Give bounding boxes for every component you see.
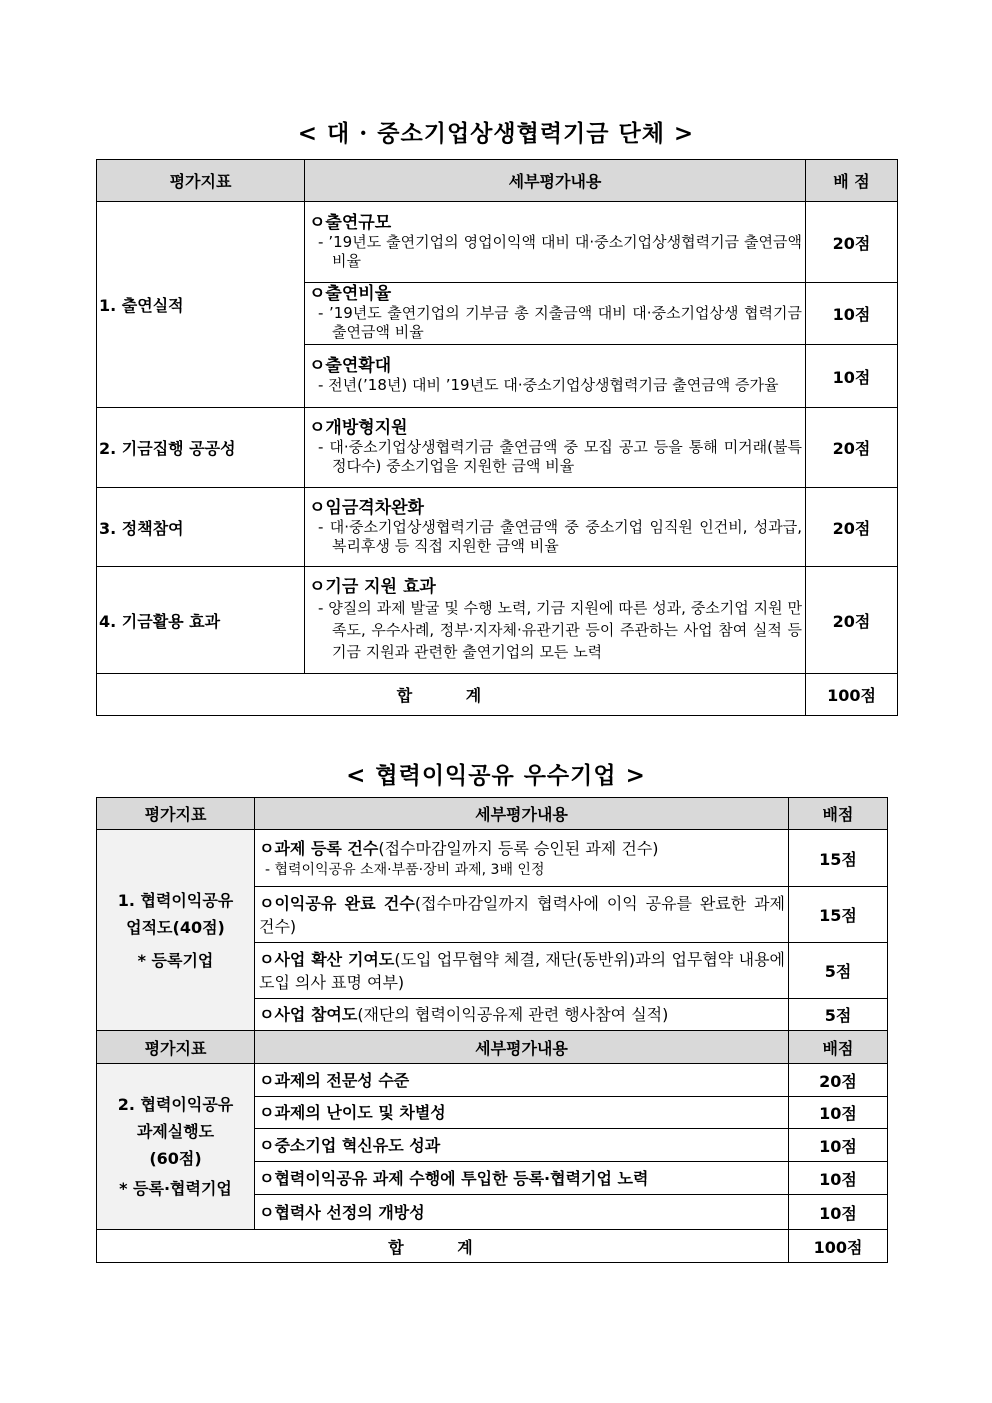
header-indicator: 평가지표 — [97, 1031, 255, 1064]
detail-cell — [305, 488, 806, 567]
indicator-line: (60점) — [149, 1149, 202, 1168]
score-cell: 10점 — [806, 345, 898, 408]
score-cell: 10점 — [806, 283, 898, 345]
detail-heading: ㅇ협력이익공유 과제 수행에 투입한 등록·협력기업 노력 — [259, 1168, 649, 1188]
score-cell: 15점 — [789, 887, 888, 943]
detail-heading: ㅇ출연확대 — [309, 356, 392, 376]
detail-heading: ㅇ기금 지원 효과 — [309, 576, 436, 597]
detail-heading: ㅇ과제의 난이도 및 차별성 — [259, 1103, 446, 1122]
detail-cell — [255, 1064, 789, 1097]
indicator-cell: 4. 기금활용 효과 — [97, 567, 305, 674]
header-score: 배 점 — [806, 160, 898, 202]
total-label: 합 계 — [97, 1230, 789, 1263]
detail-heading: ㅇ사업 확산 기여도 — [259, 949, 395, 969]
detail-cell — [305, 567, 806, 674]
detail-heading: ㅇ과제 등록 건수 — [259, 838, 379, 858]
detail-heading: ㅇ임금격차완화 — [309, 497, 424, 518]
indicator-cell: 1. 출연실적 — [97, 202, 305, 408]
score-cell: 10점 — [789, 1129, 888, 1162]
detail-heading: ㅇ개방형지원 — [309, 418, 408, 438]
indicator-cell — [97, 830, 255, 1031]
score-cell: 5점 — [789, 999, 888, 1031]
detail-cell — [305, 408, 806, 488]
indicator-cell — [97, 1064, 255, 1230]
detail-heading: ㅇ이익공유 완료 건수 — [259, 893, 415, 913]
header-detail: 세부평가내용 — [255, 1031, 789, 1064]
indicator-line: 1. 협력이익공유 — [117, 890, 234, 910]
header-indicator: 평가지표 — [97, 160, 305, 202]
detail-description: (접수마감일까지 협력사에 이익 공유를 완료한 과제 건수) — [259, 893, 786, 936]
score-cell: 20점 — [806, 567, 898, 674]
detail-heading: ㅇ사업 참여도 — [259, 1005, 358, 1024]
total-label: 합 계 — [97, 674, 806, 716]
detail-cell — [305, 202, 806, 283]
score-cell: 20점 — [806, 202, 898, 283]
indicator-line: 과제실행도 — [136, 1122, 215, 1141]
header-score: 배점 — [789, 1031, 888, 1064]
indicator-line: * 등록·협력기업 — [119, 1179, 232, 1198]
detail-description: (재단의 협력이익공유제 관련 행사참여 실적) — [357, 1005, 669, 1024]
header-score: 배점 — [789, 798, 888, 830]
score-cell: 10점 — [789, 1162, 888, 1195]
detail-cell — [255, 943, 789, 999]
detail-cell — [255, 1195, 789, 1230]
header-indicator: 평가지표 — [97, 798, 255, 830]
detail-heading: ㅇ출연규모 — [309, 212, 392, 233]
detail-description: - ’19년도 출연기업의 영업이익액 대비 대·중소기업상생협력기금 출연금액 비율 — [318, 232, 802, 270]
detail-description: - 대·중소기업상생협력기금 출연금액 중 모집 공고 등을 통해 미거래(불특정다수) 중소기업을 지원한 금액 비율 — [318, 438, 802, 475]
detail-cell — [305, 345, 806, 408]
detail-cell — [255, 830, 789, 887]
detail-cell — [255, 1097, 789, 1129]
header-detail: 세부평가내용 — [305, 160, 806, 202]
score-cell: 10점 — [789, 1097, 888, 1129]
indicator-line: * 등록기업 — [137, 950, 214, 970]
indicator-line: 2. 협력이익공유 — [117, 1095, 234, 1114]
detail-heading: ㅇ중소기업 혁신유도 성과 — [259, 1135, 441, 1155]
detail-description: - 전년(’18년) 대비 ’19년도 대·중소기업상생협력기금 출연금액 증가율 — [318, 376, 779, 394]
evaluation-table-profit-sharing — [96, 797, 888, 1263]
detail-description: - 양질의 과제 발굴 및 수행 노력, 기금 지원에 따른 성과, 중소기업 지원 만족도, 우수사례, 정부·지자체·유관기관 등이 주관하는 사업 참여 실적 등 기금 지원과 관련한 출연기업의 모든 노력 — [318, 598, 802, 661]
header-detail: 세부평가내용 — [255, 798, 789, 830]
detail-sub: - 협력이익공유 소재·부품·장비 과제, 3배 인정 — [265, 861, 545, 878]
indicator-cell: 3. 정책참여 — [97, 488, 305, 567]
evaluation-table-fund-groups — [96, 159, 898, 716]
score-cell: 10점 — [789, 1195, 888, 1230]
score-cell: 15점 — [789, 830, 888, 887]
total-score: 100점 — [789, 1230, 888, 1263]
detail-heading: ㅇ과제의 전문성 수준 — [259, 1070, 410, 1090]
detail-description: - ’19년도 출연기업의 기부금 총 지출금액 대비 대·중소기업상생 협력기금 출연금액 비율 — [318, 304, 802, 341]
detail-cell — [305, 283, 806, 345]
score-cell: 20점 — [789, 1064, 888, 1097]
detail-cell — [255, 999, 789, 1031]
detail-description: (도입 업무협약 체결, 재단(동반위)과의 업무협약 내용에 도입 의사 표명 여부) — [259, 949, 785, 992]
detail-description: (접수마감일까지 등록 승인된 과제 건수) — [378, 838, 659, 858]
indicator-cell: 2. 기금집행 공공성 — [97, 408, 305, 488]
detail-cell — [255, 887, 789, 943]
table1-title: < 대 · 중소기업상생협력기금 단체 > — [297, 120, 695, 147]
score-cell: 5점 — [789, 943, 888, 999]
detail-cell — [255, 1129, 789, 1162]
table2-title: < 협력이익공유 우수기업 > — [346, 762, 646, 789]
total-score: 100점 — [806, 674, 898, 716]
detail-heading: ㅇ출연비율 — [309, 284, 392, 304]
detail-heading: ㅇ협력사 선정의 개방성 — [259, 1202, 425, 1222]
indicator-line: 업적도(40점) — [126, 917, 225, 937]
score-cell: 20점 — [806, 408, 898, 488]
detail-description: - 대·중소기업상생협력기금 출연금액 중 중소기업 임직원 인건비, 성과급, 복리후생 등 직접 지원한 금액 비율 — [318, 517, 802, 555]
detail-cell — [255, 1162, 789, 1195]
score-cell: 20점 — [806, 488, 898, 567]
